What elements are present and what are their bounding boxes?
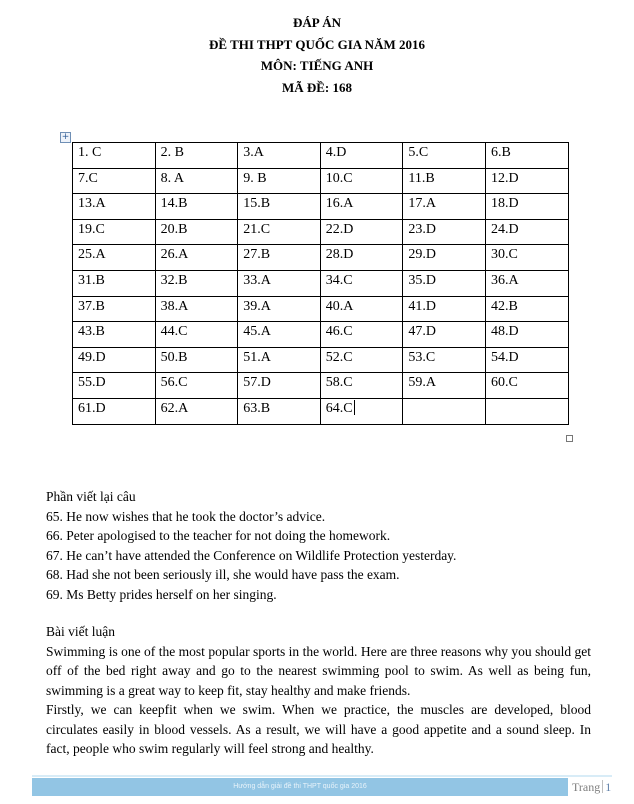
answer-cell[interactable]: 7.C (73, 168, 156, 194)
answer-cell[interactable]: 25.A (73, 245, 156, 271)
table-row (73, 219, 569, 245)
answer-cell[interactable]: 24.D (485, 219, 568, 245)
answer-cell[interactable]: 47.D (403, 322, 486, 348)
answer-cell[interactable]: 9. B (238, 168, 321, 194)
answer-cell[interactable]: 1. C (73, 143, 156, 169)
answer-cell[interactable]: 13.A (73, 194, 156, 220)
answer-cell[interactable]: 50.B (155, 347, 238, 373)
answer-cell[interactable]: 61.D (73, 398, 156, 424)
table-row (73, 398, 569, 424)
table-row (73, 143, 569, 169)
table-row (73, 373, 569, 399)
answer-cell[interactable] (403, 398, 486, 424)
answer-cell[interactable]: 11.B (403, 168, 486, 194)
answer-cell[interactable]: 54.D (485, 347, 568, 373)
table-row (73, 296, 569, 322)
answer-cell[interactable]: 45.A (238, 322, 321, 348)
answer-cell[interactable]: 32.B (155, 270, 238, 296)
answer-cell[interactable]: 17.A (403, 194, 486, 220)
answer-cell[interactable]: 18.D (485, 194, 568, 220)
table-resize-handle[interactable] (566, 435, 573, 442)
table-row (73, 245, 569, 271)
answer-cell[interactable]: 10.C (320, 168, 403, 194)
essay-title: Bài viết luận (46, 624, 115, 639)
answer-cell[interactable]: 6.B (485, 143, 568, 169)
answer-cell[interactable]: 5.C (403, 143, 486, 169)
page-separator (602, 780, 603, 793)
rewrite-item: 66. Peter apologised to the teacher for not doing the homework. (46, 528, 391, 543)
answer-cell[interactable]: 58.C (320, 373, 403, 399)
answer-cell[interactable]: 27.B (238, 245, 321, 271)
header-code: MÃ ĐỀ: 168 (281, 79, 353, 95)
answer-cell[interactable]: 35.D (403, 270, 486, 296)
answer-cell[interactable] (485, 398, 568, 424)
header-title: ĐÁP ÁN (292, 15, 342, 30)
answer-cell[interactable]: 40.A (320, 296, 403, 322)
essay-paragraph: Swimming is one of the most popular sports in the world. Here are three reasons why you should get off of the bed right away and go to the nearest swimming pool to swim. As well as being fun, swimming is a great way to keep fit, stay healthy and make friends. (46, 643, 591, 698)
answer-cell[interactable]: 15.B (238, 194, 321, 220)
answer-cell[interactable]: 36.A (485, 270, 568, 296)
answer-cell[interactable]: 48.D (485, 322, 568, 348)
answer-cell[interactable]: 20.B (155, 219, 238, 245)
answer-cell[interactable]: 59.A (403, 373, 486, 399)
answer-cell[interactable]: 51.A (238, 347, 321, 373)
answer-cell[interactable]: 49.D (73, 347, 156, 373)
answer-cell[interactable]: 41.D (403, 296, 486, 322)
essay-paragraph: Firstly, we can keepfit when we swim. When we practice, the muscles are developed, blood circulates easily in blood vessels. As a result, we will have a good appetite and a sound sleep. In fact, people who swim regularly will feel strong and healthy. (46, 702, 591, 756)
answer-cell[interactable]: 33.A (238, 270, 321, 296)
page-number (572, 779, 611, 795)
footer-bar: Hướng dẫn giải đề thi THPT quốc gia 2016 (32, 778, 568, 796)
table-row (73, 270, 569, 296)
header-exam: ĐỀ THI THPT QUỐC GIA NĂM 2016 (209, 36, 425, 52)
text-cursor (354, 400, 355, 415)
answer-cell[interactable]: 56.C (155, 373, 238, 399)
answer-table (72, 142, 569, 425)
answer-cell[interactable]: 53.C (403, 347, 486, 373)
footer-divider (32, 775, 612, 777)
answer-cell[interactable]: 14.B (155, 194, 238, 220)
answer-cell[interactable]: 30.C (485, 245, 568, 271)
answer-cell[interactable]: 22.D (320, 219, 403, 245)
answer-cell[interactable]: 64.C (320, 398, 403, 424)
answer-cell[interactable]: 52.C (320, 347, 403, 373)
answer-cell[interactable]: 55.D (73, 373, 156, 399)
rewrite-section (46, 487, 591, 604)
answer-cell[interactable]: 21.C (238, 219, 321, 245)
rewrite-item: 69. Ms Betty prides herself on her singing. (46, 586, 277, 602)
answer-cell[interactable]: 4.D (320, 143, 403, 169)
answer-cell[interactable]: 3.A (238, 143, 321, 169)
essay-section (46, 622, 591, 759)
answer-cell[interactable]: 39.A (238, 296, 321, 322)
page-label: Trang (572, 780, 601, 794)
answer-cell[interactable]: 38.A (155, 296, 238, 322)
answer-cell[interactable]: 29.D (403, 245, 486, 271)
answer-cell[interactable]: 16.A (320, 194, 403, 220)
answer-cell[interactable]: 31.B (73, 270, 156, 296)
header-subject: MÔN: TIẾNG ANH (260, 58, 374, 73)
answer-cell[interactable]: 28.D (320, 245, 403, 271)
document-header (0, 12, 634, 98)
table-row (73, 168, 569, 194)
table-row (73, 194, 569, 220)
answer-cell[interactable]: 42.B (485, 296, 568, 322)
answer-cell[interactable]: 63.B (238, 398, 321, 424)
answer-cell[interactable]: 44.C (155, 322, 238, 348)
rewrite-item: 65. He now wishes that he took the doctor’s advice. (46, 508, 326, 524)
answer-cell[interactable]: 19.C (73, 219, 156, 245)
table-row (73, 347, 569, 373)
answer-cell[interactable]: 23.D (403, 219, 486, 245)
answer-cell[interactable]: 43.B (73, 322, 156, 348)
rewrite-title: Phần viết lại câu (46, 489, 136, 504)
answer-cell[interactable]: 57.D (238, 373, 321, 399)
rewrite-item: 67. He can’t have attended the Conference on Wildlife Protection yesterday. (46, 547, 457, 563)
answer-cell[interactable]: 2. B (155, 143, 238, 169)
answer-cell[interactable]: 37.B (73, 296, 156, 322)
page-number-value: 1 (605, 780, 612, 794)
answer-cell[interactable]: 46.C (320, 322, 403, 348)
table-row (73, 322, 569, 348)
answer-cell[interactable]: 62.A (155, 398, 238, 424)
answer-cell[interactable]: 34.C (320, 270, 403, 296)
rewrite-item: 68. Had she not been seriously ill, she would have pass the exam. (46, 567, 400, 582)
answer-cell[interactable]: 60.C (485, 373, 568, 399)
answer-cell[interactable]: 12.D (485, 168, 568, 194)
table-move-handle-icon[interactable]: + (61, 132, 70, 142)
answer-cell[interactable]: 8. A (155, 168, 238, 194)
answer-cell[interactable]: 26.A (155, 245, 238, 271)
